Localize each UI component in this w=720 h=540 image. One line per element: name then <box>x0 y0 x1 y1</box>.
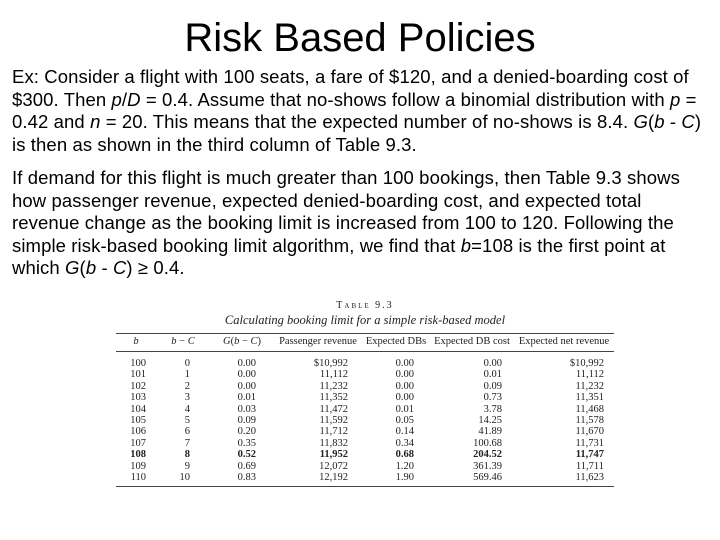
var-n: n <box>90 111 101 132</box>
table-bottom-rule <box>116 486 614 487</box>
table-row <box>116 369 614 380</box>
text-run: ( <box>79 257 86 278</box>
cell-net: 11,747 <box>575 449 604 461</box>
cell-g: 0.20 <box>237 426 256 438</box>
cell-net: 11,670 <box>575 426 604 438</box>
table-body <box>116 352 614 484</box>
cell-g: 0.69 <box>237 460 256 472</box>
cell-dbcost: 0.09 <box>483 380 502 392</box>
cell-revenue: $10,992 <box>313 358 348 369</box>
table-row <box>116 352 614 370</box>
cell-revenue: 11,112 <box>319 369 348 381</box>
cell-b-minus-c: 6 <box>184 426 190 438</box>
cell-b: 109 <box>130 460 146 472</box>
var-b: b <box>654 111 665 132</box>
cell-dbs: 0.14 <box>395 426 414 438</box>
cell-net: 11,112 <box>575 369 604 381</box>
cell-b: 102 <box>130 380 146 392</box>
text-run: = 20. This means that the expected number of no-shows is 8.4. <box>100 111 634 132</box>
cell-dbcost: 569.46 <box>473 472 502 484</box>
col-header-b: b <box>116 334 156 352</box>
cell-g: 0.35 <box>237 437 256 449</box>
cell-b: 103 <box>130 392 146 404</box>
table-row <box>116 415 614 426</box>
cell-dbs: 0.00 <box>395 380 414 392</box>
cell-b: 104 <box>130 403 146 415</box>
cell-b-minus-c: 0 <box>184 358 190 369</box>
cell-g: 0.00 <box>237 369 256 381</box>
col-header-revenue: Passenger revenue <box>274 334 362 352</box>
var-p: p <box>670 88 681 110</box>
cell-b-minus-c: 9 <box>184 460 190 472</box>
slide-title: Risk Based Policies <box>184 16 536 60</box>
col-header-net: Expected net revenue <box>514 334 614 352</box>
cell-dbs: 0.68 <box>395 449 414 461</box>
cell-dbcost: 0.01 <box>483 369 502 381</box>
cell-net: 11,351 <box>575 392 604 404</box>
var-C: C <box>112 257 127 278</box>
var-C: C <box>681 111 695 132</box>
col-header-dbcost: Expected DB cost <box>430 334 514 352</box>
text-run: = 0.42 and <box>12 88 697 132</box>
cell-dbs: 1.90 <box>395 472 414 484</box>
cell-revenue: 12,192 <box>319 472 348 484</box>
cell-revenue: 11,232 <box>319 380 348 392</box>
cell-revenue: 11,712 <box>319 426 348 438</box>
cell-b-minus-c: 2 <box>184 380 190 392</box>
cell-g: 0.52 <box>237 449 256 461</box>
cell-b-minus-c: 5 <box>184 415 190 427</box>
cell-revenue: 11,472 <box>319 403 348 415</box>
cell-dbcost: 0.73 <box>483 392 502 404</box>
cell-dbs: 0.00 <box>395 358 414 369</box>
text-run: - <box>664 111 682 132</box>
cell-g: 0.83 <box>237 472 256 484</box>
cell-net: 11,578 <box>575 415 604 427</box>
var-b: b <box>460 234 472 256</box>
var-p: p <box>111 88 122 110</box>
col-header-b-minus-c: b − C <box>156 334 210 352</box>
cell-dbcost: 14.25 <box>478 415 502 427</box>
cell-b: 101 <box>130 369 146 381</box>
cell-revenue: 12,072 <box>319 460 348 472</box>
table-row <box>116 381 614 392</box>
cell-b: 106 <box>130 426 146 438</box>
text-run: / <box>121 88 128 110</box>
table-row <box>116 461 614 472</box>
cell-net: 11,731 <box>575 437 604 449</box>
cell-net: 11,468 <box>575 403 604 415</box>
cell-b: 105 <box>130 415 146 427</box>
cell-b: 100 <box>130 358 146 369</box>
cell-dbs: 0.00 <box>395 392 414 404</box>
text-run: ) ≥ 0.4. <box>126 257 185 278</box>
cell-dbs: 0.05 <box>395 415 414 427</box>
text-run: ( <box>647 111 655 132</box>
cell-b-minus-c: 10 <box>179 472 190 484</box>
booking-limit-table <box>116 334 614 483</box>
cell-g: 0.00 <box>237 358 256 369</box>
cell-g: 0.01 <box>237 392 256 404</box>
cell-dbs: 0.34 <box>395 437 414 449</box>
cell-b: 107 <box>130 437 146 449</box>
cell-dbcost: 204.52 <box>473 449 502 461</box>
cell-net: 11,711 <box>575 460 604 472</box>
cell-g: 0.09 <box>237 415 256 427</box>
table-row <box>116 392 614 403</box>
cell-b: 110 <box>130 472 146 484</box>
cell-dbs: 0.00 <box>395 369 414 381</box>
cell-dbcost: 3.78 <box>483 403 502 415</box>
text-run: If demand for this flight is much greater than 100 bookings, then Table 9.3 shows how passenger revenue, expected denied-boarding cost, and expected total revenue change as the booking limit is increased from 100 to 120. Following the simple risk-based booking limit algorithm, we find that <box>12 167 680 256</box>
example-paragraph <box>12 66 712 156</box>
col-header-g: G(b − C) <box>210 334 274 352</box>
cell-b-minus-c: 7 <box>184 437 190 449</box>
text-run: = 0.4. Assume that no-shows follow a binomial distribution with <box>140 88 671 110</box>
cell-b-minus-c: 3 <box>184 392 190 404</box>
cell-net: 11,623 <box>575 472 604 484</box>
cell-g: 0.03 <box>237 403 256 415</box>
table-header-row <box>116 334 614 352</box>
table-row <box>116 404 614 415</box>
cell-net: 11,232 <box>575 380 604 392</box>
cell-b-minus-c: 4 <box>184 403 190 415</box>
text-run: Ex: Consider a flight with 100 seats, a fare of $120, and a denied-boarding cost of $300. Then <box>12 66 689 110</box>
table-caption: Calculating booking limit for a simple risk-based model <box>224 313 506 327</box>
table-label: Table 9.3 <box>336 300 394 311</box>
table-row <box>116 449 614 460</box>
cell-b-minus-c: 8 <box>184 449 190 461</box>
cell-dbcost: 41.89 <box>478 426 502 438</box>
cell-dbs: 1.20 <box>395 460 414 472</box>
cell-dbcost: 0.00 <box>483 358 502 369</box>
cell-b: 108 <box>130 449 146 461</box>
cell-b-minus-c: 1 <box>184 369 190 381</box>
cell-dbcost: 100.68 <box>473 437 502 449</box>
cell-dbcost: 361.39 <box>473 460 502 472</box>
var-G: G <box>633 111 648 132</box>
cell-revenue: 11,352 <box>319 392 348 404</box>
table-row <box>116 472 614 483</box>
cell-dbs: 0.01 <box>395 403 414 415</box>
table-9-3 <box>116 300 614 487</box>
text-run: =108 is the first point at which <box>12 234 666 278</box>
var-b: b <box>85 257 97 278</box>
table-row <box>116 426 614 437</box>
cell-net: $10,992 <box>569 358 604 369</box>
cell-revenue: 11,952 <box>319 449 348 461</box>
text-run: ) is then as shown in the third column of Table 9.3. <box>12 111 702 155</box>
cell-revenue: 11,832 <box>319 437 348 449</box>
cell-revenue: 11,592 <box>319 415 348 427</box>
algorithm-paragraph <box>12 167 712 280</box>
var-G: G <box>65 257 80 278</box>
var-D: D <box>127 88 141 110</box>
text-run: - <box>96 257 113 278</box>
table-row <box>116 438 614 449</box>
cell-g: 0.00 <box>237 380 256 392</box>
col-header-dbs: Expected DBs <box>362 334 430 352</box>
